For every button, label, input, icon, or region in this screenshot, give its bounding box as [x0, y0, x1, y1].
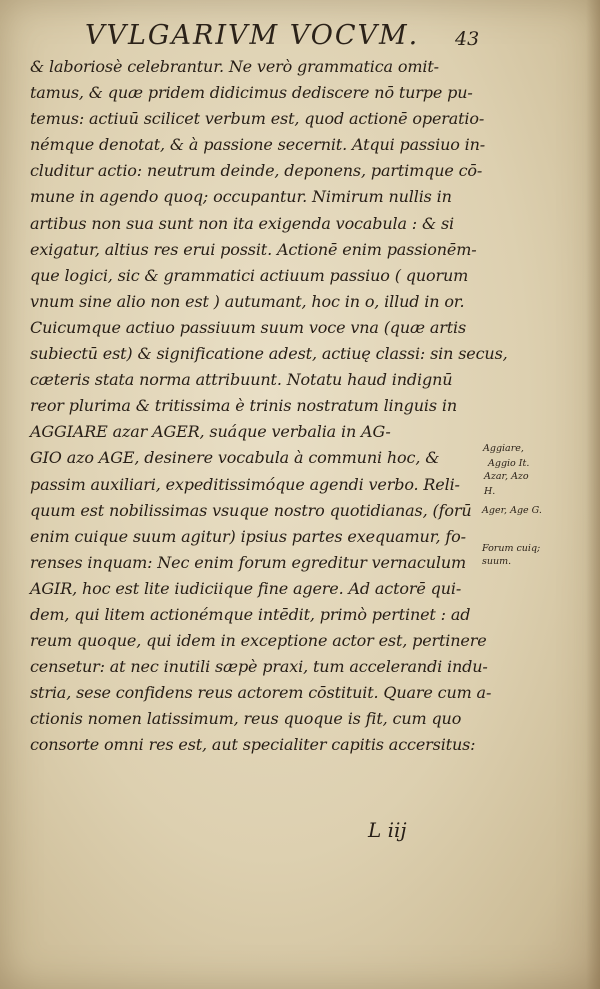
text-line: quum est nobilissimas vsuque nostro quotidianas, (forū [30, 500, 472, 520]
text-line: némque denotat, & à passione secernit. Atqui passiuo in- [30, 135, 486, 155]
text-line: vnum sine alio non est ) autumant, hoc in o, illud in or. [30, 291, 465, 311]
running-head: VVLGARIVM VOCVM. [85, 20, 420, 51]
text-line: que logici, sic & grammatici actiuum passiuo ( quorum [30, 265, 469, 285]
text-line: artibus non sua sunt non ita exigenda vocabula : & si [30, 213, 455, 233]
margin-note: suum. [482, 556, 512, 567]
text-line: dem, qui litem actionémque intēdit, primò pertinet : ad [30, 604, 471, 624]
text-line: exigatur, altius res erui possit. Actionē enim passionēm- [30, 239, 477, 259]
text-line: censetur: at nec inutili sæpè praxi, tum accelerandi indu- [30, 657, 488, 677]
text-line: enim cuique suum agitur) ipsius partes exequamur, fo- [30, 526, 466, 546]
text-line: stria, sese confidens reus actorem cōstituit. Quare cum a- [30, 683, 492, 703]
text-line: renses inquam: Nec enim forum egreditur vernaculum [30, 552, 467, 572]
text-line: & laboriosè celebrantur. Ne verò grammatica omit- [30, 57, 439, 76]
text-line: tamus, & quæ pridem didicimus dediscere nō turpe pu- [30, 83, 473, 103]
margin-note: Forum cuiq; [482, 543, 541, 554]
page-edge-shadow [586, 0, 600, 989]
text-line: ctionis nomen latissimum, reus quoque is fit, cum quo [30, 709, 462, 729]
text-line: Cuicumque actiuo passiuum suum voce vna (quæ artis [30, 317, 467, 337]
text-line: consorte omni res est, aut specialiter capitis accersitus: [30, 735, 476, 755]
page-number: 43 [455, 28, 480, 50]
margin-note: Aggio It. [488, 458, 530, 469]
margin-note: H. [484, 486, 496, 497]
text-line: AGIR, hoc est lite iudiciique fine agere. Ad actorē qui- [30, 578, 462, 598]
text-line: temus: actiuū scilicet verbum est, quod actionē operatio- [30, 109, 485, 129]
signature-mark: L iij [368, 818, 407, 842]
margin-note: Azar, Azo [484, 471, 529, 482]
text-line: passim auxiliari, expeditissimóque agendi verbo. Reli- [30, 474, 460, 494]
text-line: reum quoque, qui idem in exceptione actor est, pertinere [30, 631, 487, 651]
margin-note: Ager, Age G. [482, 505, 542, 516]
text-line: cæteris stata norma attribuunt. Notatu haud indignū [30, 370, 453, 390]
text-line: GIO azo AGE, desinere vocabula à communi hoc, & [30, 448, 440, 468]
text-line: mune in agendo quoq; occupantur. Nimirum nullis in [30, 187, 452, 207]
text-line: reor plurima & tritissima è trinis nostratum linguis in [30, 396, 458, 416]
margin-note: Aggiare, [483, 443, 524, 454]
text-line: AGGIARE azar AGER, suáque verbalia in AG- [30, 422, 391, 442]
text-line: subiectū est) & significatione adest, actiuę classi: sin secus, [30, 344, 508, 364]
text-line: cluditur actio: neutrum deinde, deponens, partimque cō- [30, 161, 483, 181]
